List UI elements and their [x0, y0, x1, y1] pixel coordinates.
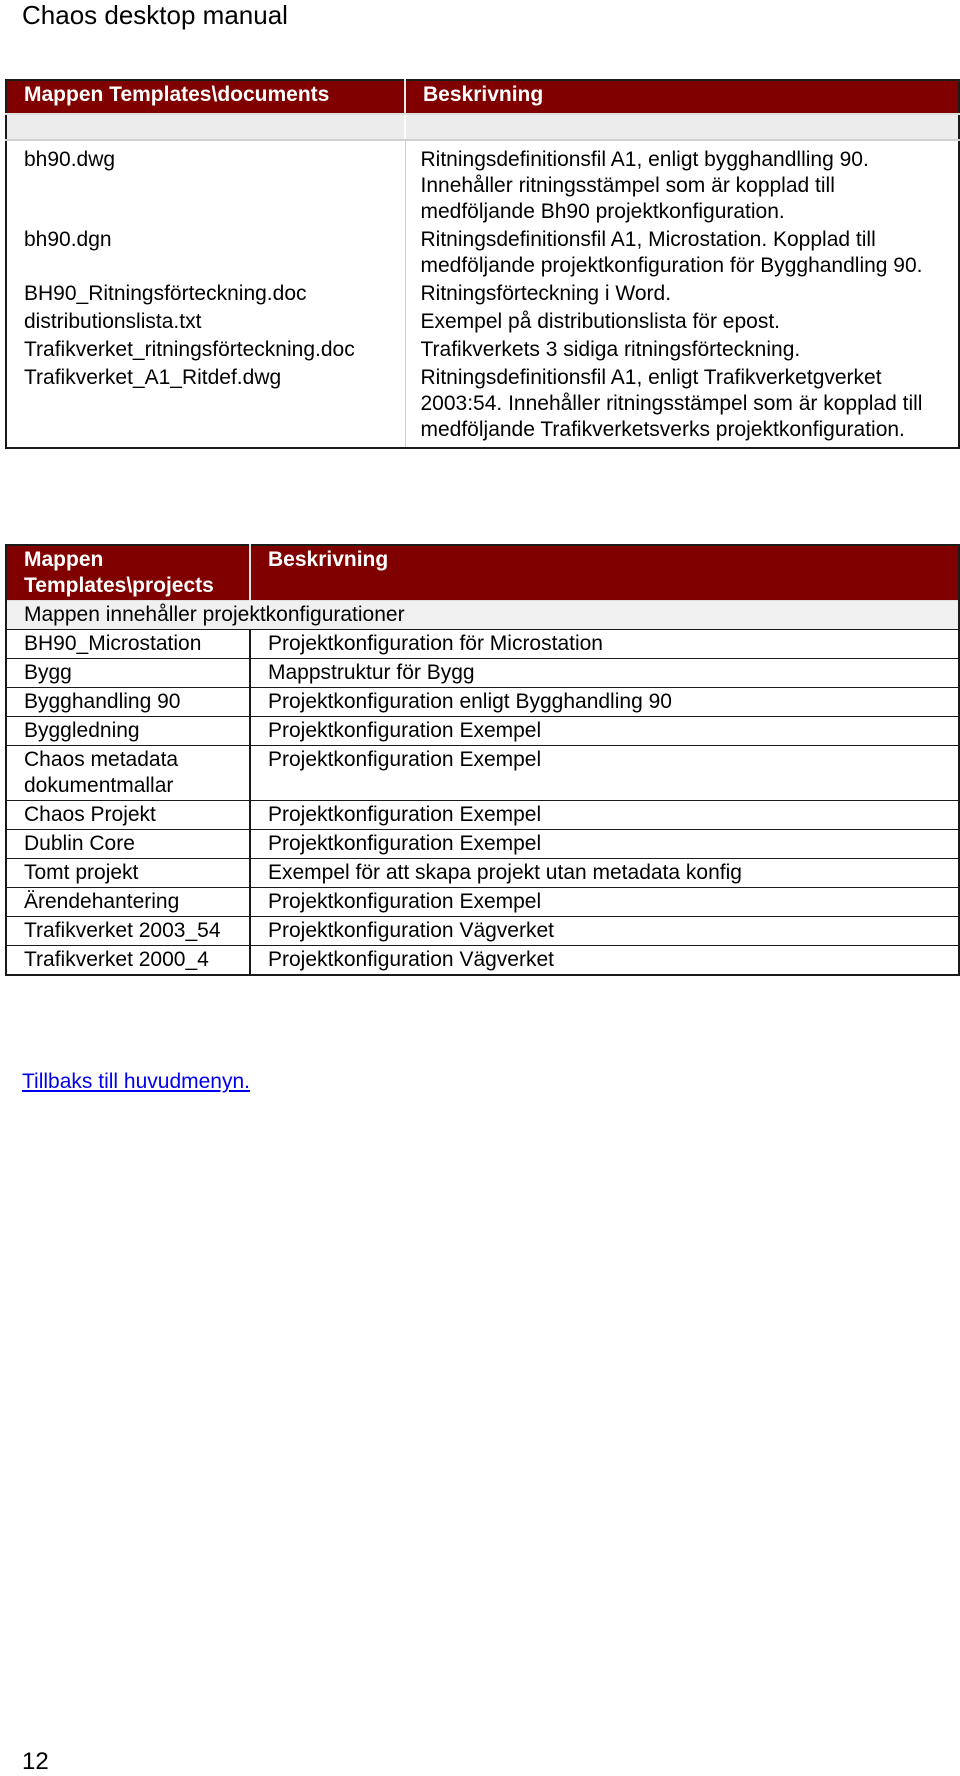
file-name-cell: distributionslista.txt — [6, 308, 405, 336]
documents-table-header — [6, 80, 959, 114]
table-row — [6, 917, 959, 946]
project-description-cell: Mappstruktur för Bygg — [250, 659, 959, 688]
spacer-cell — [6, 114, 405, 140]
documents-table — [5, 79, 960, 449]
file-name-cell: bh90.dgn — [6, 226, 405, 280]
page-header-title: Chaos desktop manual — [22, 0, 288, 30]
file-description-cell: Trafikverkets 3 sidiga ritningsförteckning. — [405, 336, 959, 364]
table-row — [6, 859, 959, 888]
table-row — [6, 830, 959, 859]
project-description-cell: Projektkonfiguration Exempel — [250, 888, 959, 917]
table-row — [6, 801, 959, 830]
project-name-cell: Bygg — [6, 659, 250, 688]
table-row — [6, 717, 959, 746]
table-row — [6, 888, 959, 917]
projects-table-header — [6, 545, 959, 601]
table-row — [6, 226, 959, 280]
file-name-cell: Trafikverket_ritningsförteckning.doc — [6, 336, 405, 364]
project-description-cell: Projektkonfiguration Exempel — [250, 830, 959, 859]
table-row — [6, 688, 959, 717]
projects-table — [5, 544, 960, 976]
project-name-cell: Ärendehantering — [6, 888, 250, 917]
spacer-cell — [405, 114, 959, 140]
project-description-cell: Projektkonfiguration enligt Bygghandling 90 — [250, 688, 959, 717]
file-name-cell: Trafikverket_A1_Ritdef.dwg — [6, 364, 405, 448]
project-description-cell: Projektkonfiguration Vägverket — [250, 946, 959, 976]
page-number: 12 — [22, 1748, 49, 1775]
project-name-cell: Dublin Core — [6, 830, 250, 859]
table-row — [6, 364, 959, 448]
documents-table-spacer — [6, 114, 959, 140]
project-description-cell: Projektkonfiguration Exempel — [250, 746, 959, 801]
project-description-cell: Projektkonfiguration för Microstation — [250, 630, 959, 659]
file-name-cell: bh90.dwg — [6, 140, 405, 226]
file-description-cell: Ritningsdefinitionsfil A1, enligt Trafikverketgverket 2003:54. Innehåller ritningsstämpel som är kopplad till medföljande Trafikverketsverks projektkonfiguration. — [405, 364, 959, 448]
file-name-cell: BH90_Ritningsförteckning.doc — [6, 280, 405, 308]
table-row — [6, 659, 959, 688]
table-row — [6, 946, 959, 976]
table-row — [6, 140, 959, 226]
back-to-main-menu-link[interactable]: Tillbaks till huvudmenyn. — [22, 1070, 250, 1093]
file-description-cell: Ritningsförteckning i Word. — [405, 280, 959, 308]
table-row — [6, 280, 959, 308]
file-description-cell: Ritningsdefinitionsfil A1, enligt bygghandlling 90. Innehåller ritningsstämpel som är kopplad till medföljande Bh90 projektkonfiguration. — [405, 140, 959, 226]
project-name-cell: Trafikverket 2000_4 — [6, 946, 250, 976]
project-name-cell: Trafikverket 2003_54 — [6, 917, 250, 946]
project-name-cell: Bygghandling 90 — [6, 688, 250, 717]
project-description-cell: Exempel för att skapa projekt utan metadata konfig — [250, 859, 959, 888]
table-row — [6, 336, 959, 364]
documents-col-description-header: Beskrivning — [405, 80, 959, 114]
projects-col-folder-header: Mappen Templates\projects — [6, 545, 250, 601]
file-description-cell: Exempel på distributionslista för epost. — [405, 308, 959, 336]
table-row — [6, 630, 959, 659]
project-name-cell: Chaos Projekt — [6, 801, 250, 830]
project-name-cell: Byggledning — [6, 717, 250, 746]
project-name-cell: Tomt projekt — [6, 859, 250, 888]
documents-col-folder-header: Mappen Templates\documents — [6, 80, 405, 114]
table-row — [6, 746, 959, 801]
projects-col-description-header: Beskrivning — [250, 545, 959, 601]
table-row — [6, 308, 959, 336]
projects-table-note-row — [6, 601, 959, 630]
project-description-cell: Projektkonfiguration Exempel — [250, 717, 959, 746]
project-name-cell: Chaos metadata dokumentmallar — [6, 746, 250, 801]
projects-table-note: Mappen innehåller projektkonfigurationer — [6, 601, 959, 630]
project-description-cell: Projektkonfiguration Vägverket — [250, 917, 959, 946]
file-description-cell: Ritningsdefinitionsfil A1, Microstation. Kopplad till medföljande projektkonfiguration för Bygghandling 90. — [405, 226, 959, 280]
project-name-cell: BH90_Microstation — [6, 630, 250, 659]
project-description-cell: Projektkonfiguration Exempel — [250, 801, 959, 830]
